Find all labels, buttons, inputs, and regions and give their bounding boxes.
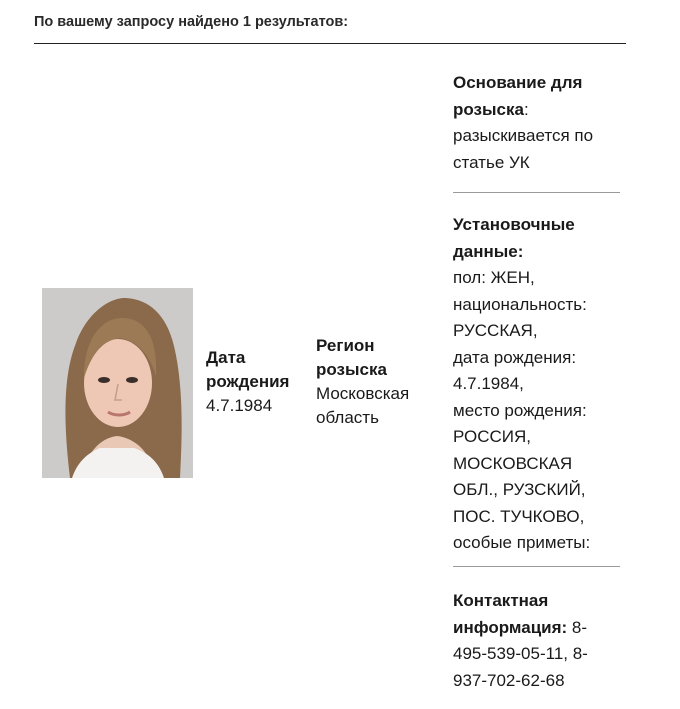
identification-data-block [453, 212, 631, 557]
contact-info-block [453, 588, 631, 694]
region-value-line2: область [316, 408, 379, 427]
contact-label-line1: Контактная [453, 591, 549, 610]
basis-value-line1: разыскивается по [453, 126, 594, 145]
birth-date-label-line2: рождения [206, 372, 290, 391]
contact-label-line2: информация: [453, 617, 568, 637]
details-line: ПОС. ТУЧКОВО, [453, 506, 585, 526]
birth-date-value: 4.7.1984 [206, 396, 273, 415]
details-line: МОСКОВСКАЯ [453, 453, 573, 473]
contact-value-line3: 937-702-62-68 [453, 670, 565, 690]
details-line: 4.7.1984, [453, 374, 524, 393]
details-line: особые приметы: [453, 533, 591, 552]
birth-date-block [206, 346, 311, 418]
region-label-line2: розыска [316, 360, 387, 379]
details-line: пол: ЖЕН, [453, 268, 535, 287]
portrait-image [42, 288, 193, 478]
search-basis-block [453, 70, 631, 176]
details-line: РОССИЯ, [453, 427, 531, 446]
details-line: национальность: [453, 294, 587, 314]
person-photo [42, 288, 193, 478]
basis-label-line2: розыска [453, 99, 524, 119]
section-divider [453, 192, 620, 193]
contact-value-line1: 8- [567, 617, 588, 637]
birth-date-label-line1: Дата [206, 348, 246, 367]
details-label-line1: Установочные [453, 215, 575, 234]
details-line: РУССКАЯ, [453, 321, 538, 340]
details-line: ОБЛ., РУЗСКИЙ, [453, 480, 586, 499]
search-region-block [316, 334, 434, 430]
details-line: место рождения: [453, 400, 587, 420]
contact-value-line2: 495-539-05-11, 8- [453, 644, 588, 663]
section-divider [453, 566, 620, 567]
results-count-header: По вашему запросу найдено 1 результатов: [34, 14, 349, 30]
details-line: дата рождения: [453, 347, 577, 367]
basis-colon: : [523, 99, 529, 119]
region-value-line1: Московская [316, 384, 410, 403]
basis-label-line1: Основание для [453, 73, 583, 92]
details-label-line2: данные: [453, 241, 524, 261]
header-divider [34, 43, 626, 44]
basis-value-line2: статье УК [453, 152, 530, 172]
region-label-line1: Регион [316, 336, 375, 355]
